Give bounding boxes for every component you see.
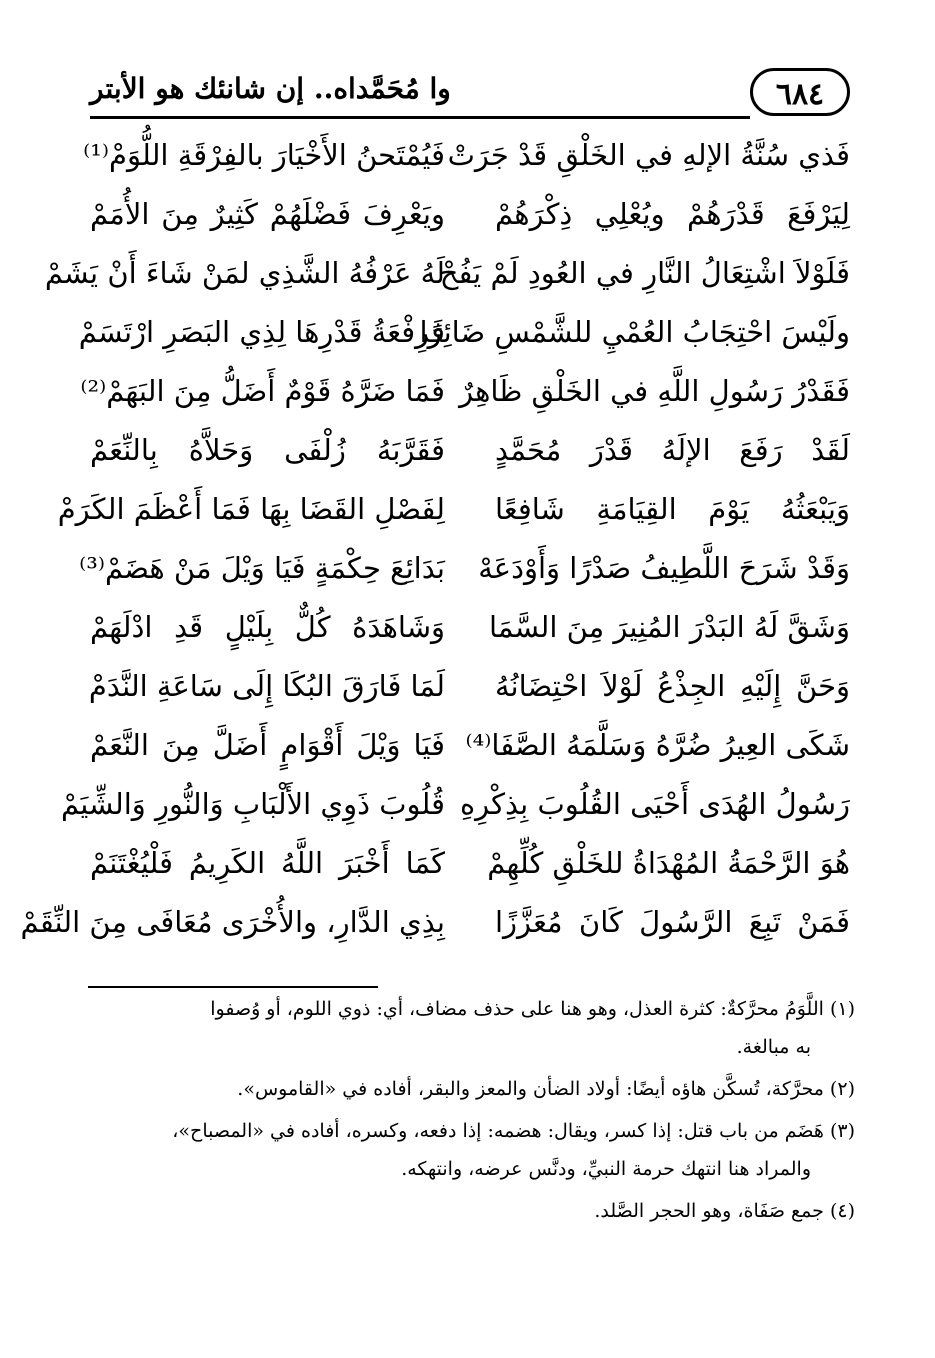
verse-first-hemistich: ولَيْسَ احْتِجَابُ العُمْيِ للشَّمْسِ ضَائِرًا <box>419 315 850 349</box>
poem <box>20 130 850 960</box>
header-rule <box>90 116 750 119</box>
verse-second-hemistich: قُلُوبَ ذَوِي الأَلْبَابِ وَالنُّورِ وَالشِّيَمْ <box>60 787 445 821</box>
verse-first-hemistich: فَمَنْ تَبِعَ الرَّسُولَ كَانَ مُعَزَّزًا <box>495 905 850 939</box>
footnote-continuation: والمراد هنا انتهك حرمة النبيِّ، ودنَّس عرضه، وانتهكه. <box>401 1158 811 1180</box>
footnote-text: (٣) هَضَم من باب قتل: إذا كسر، ويقال: هضمه: إذا دفعه، وكسره، أفاده في «المصباح»، <box>172 1120 855 1142</box>
verse-first-hemistich: شَكَى العِيرُ ضُرَّهُ وَسَلَّمَهُ الصَّفَا⁽⁴⁾ <box>465 728 850 762</box>
verse <box>90 661 850 711</box>
verse-first-hemistich: فَقَدْرُ رَسُولِ اللَّهِ في الخَلْقِ ظَاهِرٌ <box>459 374 850 408</box>
verse-first-hemistich: وَحَنَّ إِلَيْهِ الجِذْعُ لَوْلاَ احْتِضَانُهُ <box>495 669 850 703</box>
footnote-text: (١) اللَّوَمُ محرَّكةٌ: كثرة العذل، وهو هنا على حذف مضاف، أي: ذوي اللوم، أو وُصفوا <box>210 998 855 1020</box>
verse <box>83 130 850 180</box>
verse-first-hemistich: وَشَقَّ لَهُ البَدْرَ المُنِيرَ مِنَ السَّمَا <box>489 610 850 644</box>
page-number: ٦٨٤ <box>750 68 850 116</box>
footnote-3 <box>80 1112 855 1188</box>
verse-second-hemistich: لِفَصْلِ القَضَا بِهَا فَمَا أَعْظَمَ الكَرَمْ <box>57 492 445 526</box>
verse-second-hemistich: بِذِي الدَّارِ، والأُخْرَى مُعَافَى مِنَ النِّقَمْ <box>20 905 445 939</box>
verse <box>90 189 850 239</box>
verse-second-hemistich: وَشَاهَدَهُ كُلٌّ بِلَيْلٍ قَدِ ادْلَهَمْ <box>90 610 445 644</box>
verse <box>90 602 850 652</box>
footnotes <box>80 990 855 1234</box>
verse-second-hemistich: بَدَائِعَ حِكْمَةٍ فَيَا وَيْلَ مَنْ هَضَمْ⁽³⁾ <box>79 551 445 585</box>
verse-second-hemistich: كَمَا أَخْبَرَ اللَّهُ الكَرِيمُ فَلْيُغْتَنَمْ <box>90 846 445 880</box>
footnote-separator <box>88 986 378 988</box>
footnote-2 <box>80 1070 855 1108</box>
verse-second-hemistich: فَمَا ضَرَّهُ قَوْمٌ أَضَلُّ مِنَ البَهَمْ⁽²⁾ <box>80 374 445 408</box>
verse <box>20 897 850 947</box>
verse <box>57 484 850 534</box>
running-title: وا مُحَمَّداه.. إن شانئك هو الأبتر <box>90 72 451 105</box>
verse-second-hemistich: لَمَا فَارَقَ البُكَا إِلَى سَاعَةِ النَّدَمْ <box>88 669 445 703</box>
verse-second-hemistich: ويَعْرِفَ فَضْلَهُمْ كَثِيرٌ مِنَ الأُمَمْ <box>90 197 445 231</box>
footnote-text: (٤) جمع صَفَاة، وهو الحجر الصَّلد. <box>594 1200 855 1222</box>
verse-second-hemistich: فَيُمْتَحنُ الأَخْيَارَ بالفِرْقَةِ اللُّوَمْ⁽¹⁾ <box>83 138 445 172</box>
footnote-1 <box>80 990 855 1066</box>
verse-first-hemistich: هُوَ الرَّحْمَةُ المُهْدَاةُ للخَلْقِ كُلِّهِمْ <box>487 846 850 880</box>
verse-first-hemistich: فَذي سُنَّةُ الإلهِ في الخَلْقِ قَدْ جَرَتْ <box>447 138 850 172</box>
page-header <box>90 66 850 126</box>
verse <box>90 425 850 475</box>
verse <box>80 366 850 416</box>
verse <box>90 838 850 888</box>
footnote-4 <box>80 1192 855 1230</box>
verse <box>44 248 850 298</box>
verse-second-hemistich: فَيَا وَيْلَ أَقْوَامٍ أَضَلَّ مِنَ النَّعَمْ <box>90 728 445 762</box>
verse <box>90 720 850 770</box>
verse-second-hemistich: فَرِفْعَةُ قَدْرِهَا لِذِي البَصَرِ ارْتَسَمْ <box>78 315 445 349</box>
footnote-text: (٢) محرَّكة، تُسكَّن هاؤه أيضًا: أولاد الضأن والمعز والبقر، أفاده في «القاموس». <box>237 1078 855 1100</box>
verse-second-hemistich: فَقَرَّبَهُ زُلْفَى وَحَلاَّهُ بِالنِّعَمْ <box>90 433 445 467</box>
verse <box>79 543 850 593</box>
verse-first-hemistich: فَلَوْلاَ اشْتِعَالُ النَّارِ في العُودِ لَمْ يَفُحْ <box>439 256 850 290</box>
verse-first-hemistich: رَسُولُ الهُدَى أَحْيَى القُلُوبَ بِذِكْرِهِ <box>459 787 850 821</box>
verse-first-hemistich: لِيَرْفَعَ قَدْرَهُمْ ويُعْلِي ذِكْرَهُمْ <box>495 197 850 231</box>
verse-first-hemistich: وَقَدْ شَرَحَ اللَّطِيفُ صَدْرًا وَأَوْدَعَهْ <box>478 551 850 585</box>
footnote-continuation: به مبالغة. <box>736 1036 811 1058</box>
verse <box>78 307 850 357</box>
verse-first-hemistich: وَيَبْعَثُهُ يَوْمَ القِيَامَةِ شَافِعًا <box>495 492 850 526</box>
verse-second-hemistich: لَهُ عَرْفُهُ الشَّذِي لمَنْ شَاءَ أَنْ يَشَمْ <box>44 256 445 290</box>
verse-first-hemistich: لَقَدْ رَفَعَ الإلَهُ قَدْرَ مُحَمَّدٍ <box>495 433 850 467</box>
verse <box>60 779 850 829</box>
